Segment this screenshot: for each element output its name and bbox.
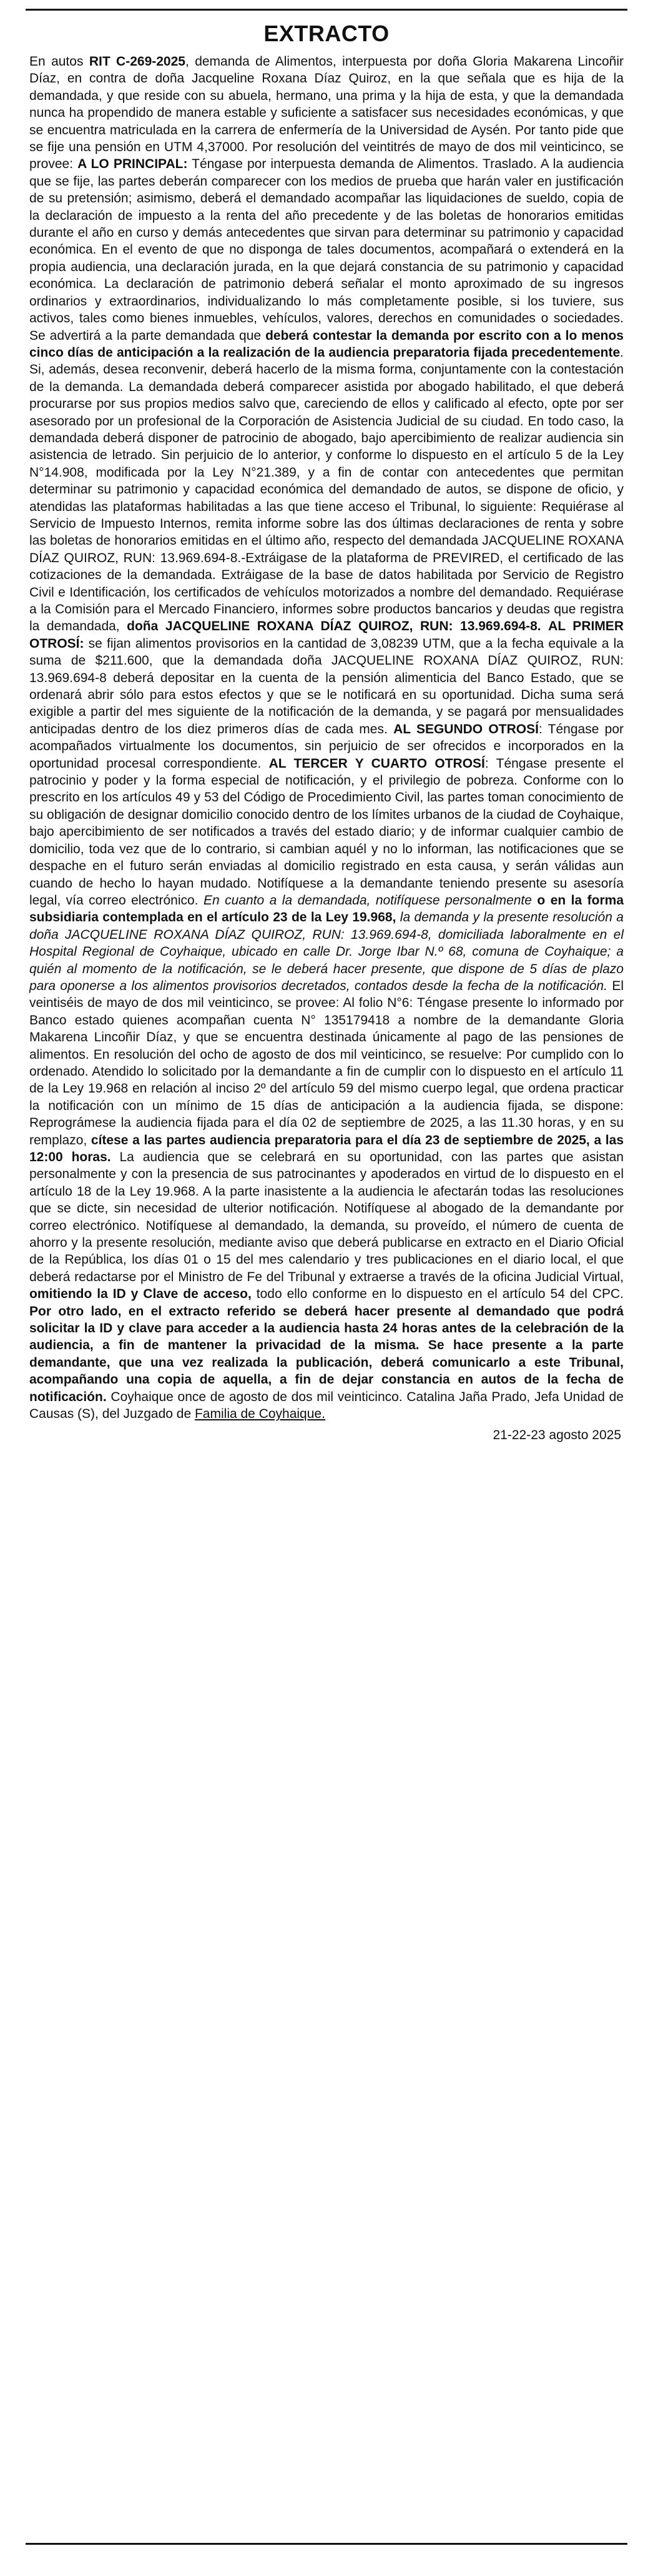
- italic-run: la demanda y la presente resolución a doña JACQUELINE ROXANA DÍAZ QUIROZ, RUN: 13.969.694-8, domiciliada laboralmente en el Hospital Regional de Coyhaique, ubicado en calle Dr. Jorge Ibar N.º 68, comuna de Coyhaique; a quién al momento de la notificación, se le deberá hacer presente, que dispone de 5 días de plazo para oponerse a los alimentos provisorios decretados, contados desde la fecha de la notificación.: [29, 910, 624, 993]
- text-run: se fijan alimentos provisorios en la cantidad de 3,08239 UTM, que a la fecha equivale a la suma de $211.600, que la demandada doña JACQUELINE ROXANA DÍAZ QUIROZ, RUN: 13.969.694-8 deberá depositar en la cuenta de la pensión alimenticia del Banco Estado, que se ordenará abrir sólo para estos efectos y que se le notificará en su oportunidad. Dicha suma será exigible a partir del mes siguiente de la notificación de la demanda, y se pagará por mensualidades anticipadas dentro de los diez primeros días de cada mes.: [29, 636, 624, 736]
- section-segundo-otrosi: AL SEGUNDO OTROSÍ: [393, 721, 539, 736]
- text-run: En autos: [29, 54, 89, 69]
- text-run: Téngase por interpuesta demanda de Alimentos. Traslado. A la audiencia que se fije, las partes deberán comparecer con los medios de prueba que harán valer en justificación de su pretensión; asimismo, deberá el demandado acompañar las liquidaciones de sueldo, copia de la declaración de impuesto a la renta del año precedente y de las boletas de honorarios emitidas durante el año en curso y demás antecedentes que sirvan para determinar su patrimonio y capacidad económica. En el evento de que no disponga de tales documentos, acompañará o extenderá en la propia audiencia, una declaración jurada, en la que dejará constancia de su patrimonio y capacidad económica. La declaración de patrimonio deberá señalar el monto aproximado de su ingresos ordinarios y extraordinarios, individualizando lo más completamente posible, si los tuviere, sus activos, tales como bienes inmuebles, vehículos, valores, derechos en comunidades o sociedades. Se advertirá a la parte demandada que: [29, 157, 624, 343]
- publication-date: 21-22-23 agosto 2025: [493, 1427, 621, 1442]
- text-run: : Téngase por acompañados virtualmente los documentos, sin perjuicio de ser ofrecidos e incorporados en la oportunidad procesal correspondiente.: [29, 721, 624, 771]
- italic-run: En cuanto a la demandada, notifíquese personalmente: [203, 893, 538, 908]
- emphasis-omit-id: omitiendo la ID y Clave de acceso,: [29, 1287, 252, 1302]
- section-principal: A LO PRINCIPAL:: [77, 157, 188, 172]
- emphasis-defendant: doña JACQUELINE ROXANA DÍAZ QUIROZ, RUN: 13.969.694-8.: [127, 619, 541, 634]
- legal-notice: [26, 9, 627, 2545]
- case-number: RIT C-269-2025: [89, 54, 185, 69]
- text-run: todo ello conforme en lo dispuesto en el artículo 54 del CPC.: [251, 1287, 624, 1302]
- text-run: [541, 619, 549, 633]
- text-run: Coyhaique once de agosto de dos mil veinticinco. Catalina Jaña Prado, Jefa Unidad de Causas (S), del Juzgado de: [29, 1389, 624, 1422]
- section-tercer-cuarto-otrosi: AL TERCER Y CUARTO OTROSÍ: [268, 756, 485, 771]
- section-primer-otrosi: AL PRIMER OTROSÍ:: [29, 619, 624, 651]
- text-run: La audiencia que se celebrará en su oportunidad, con las partes que asistan personalmente y con la presencia de sus patrocinantes y apoderados en virtud de lo dispuesto en el artículo 18 de la Ley 19.968. A la parte inasistente a la audiencia le afectarán todas las resoluciones que se dicte, sin necesidad de ulterior notificación. Notifíquese al abogado de la demandante por correo electrónico. Notifíquese al demandado, la demanda, su proveído, el número de cuenta de ahorro y la presente resolución, mediante aviso que deberá publicarse en extracto en el Diario Oficial de la República, los días 01 o 15 del mes calendario y tres publicaciones en el diario local, el que deberá redactarse por el Ministro de Fe del Tribunal y extraerse a través de la oficina Judicial Virtual,: [29, 1150, 624, 1284]
- text-run: El veintiséis de mayo de dos mil veinticinco, se provee: Al folio N°6: Téngase presente lo informado por Banco estado quienes acompañan cuenta N° 135179418 a nombre de la demandante Gloria Makarena Lincoñir Díaz, y que se encuentra destinada únicamente al pago de las pensiones de alimentos. En resolución del ocho de agosto de dos mil veinticinco, se resuelve: Por cumplido con lo ordenado. Atendido lo solicitado por la demandante a fin de cumplir con lo dispuesto en el artículo 11 de la Ley 19.968 en relación al inciso 2º del artículo 59 del mismo cuerpo legal, que ordena practicar la notificación con un mínimo de 15 días de anticipación a la audiencia fijada, se dispone: Reprográmese la audiencia fijada para el día 02 de septiembre de 2025, a las 11.30 horas, y en su remplazo,: [29, 978, 624, 1147]
- text-run: . Si, además, desea reconvenir, deberá hacerlo de la misma forma, conjuntamente con la contestación de la demanda. La demandada deberá comparecer asistida por abogado habilitado, el que deberá procurarse por sus propios medios salvo que, careciendo de ellos y calificado al efecto, opte por ser asesorado por un profesional de la Corporación de Asistencia Judicial de su ciudad. En todo caso, la demandada deberá disponer de patrocinio de abogado, bajo apercibimiento de realizar audiencia sin asistencia de letrado. Sin perjuicio de lo anterior, y conforme lo dispuesto en el artículo 5 de la Ley N°14.908, modificada por la Ley N°21.389, y a fin de contar con antecedentes que permitan determinar su patrimonio y capacidad económica del demandado de autos, se dispone de oficio, y atendidas las plataformas habilitadas a las que tiene acceso el Tribunal, lo siguiente: Requiérase al Servicio de Impuesto Internos, remita informe sobre las dos últimas declaraciones de renta y sobre las boletas de honorarios emitidas en el último año, respecto del demandada JACQUELINE ROXANA DÍAZ QUIROZ, RUN: 13.969.694-8.-Extráigase de la plataforma de PREVIRED, el certificado de las cotizaciones de la demandada. Extráigase de la base de datos habilitada por Servicio de Registro Civil e Identificación, los certificados de vehículos motorizados a nombre del demandado. Requiérase a la Comisión para el Mercado Financiero, informes sobre productos bancarios y deudas que registra la demandada,: [29, 345, 624, 634]
- text-run: : Téngase presente el patrocinio y poder y la forma especial de notificación, y el privilegio de pobreza. Conforme con lo prescrito en los artículos 49 y 53 del Código de Procedimiento Civil, las partes toman conocimiento de su obligación de designar domicilio conocido dentro de los límites urbanos de la ciudad de Coyhaique, bajo apercibimiento de ser notificados a través del estado diario; y de informar cualquier cambio de domicilio, toda vez que de lo contrario, si cambian aquél y no lo informan, las notificaciones que se despache en el futuro serán enviadas al domicilio registrado en esta causa, y serán válidas aun cuando de hecho lo hayan mudado. Notifíquese a la demandante teniendo presente su asesoría legal, vía correo electrónico.: [29, 756, 624, 908]
- notice-body: [29, 53, 624, 1423]
- emphasis-answer-deadline: deberá contestar la demanda por escrito con a lo menos cinco días de anticipación a la realización de la audiencia preparatoria fijada precedentemente: [29, 328, 624, 360]
- emphasis-closing: Por otro lado, en el extracto referido se deberá hacer presente al demandado que podrá solicitar la ID y clave para acceder a la audiencia hasta 24 horas antes de la celebración de la audiencia, a fin de mantener la privacidad de la misma. Se hace presente a la parte demandante, que una vez realizada la publicación, deberá comunicarlo a este Tribunal, acompañando una copia de aquella, a fin de dejar constancia en autos de la fecha de notificación.: [29, 1304, 624, 1404]
- text-run: , demanda de Alimentos, interpuesta por doña Gloria Makarena Lincoñir Díaz, en contra de doña Jacqueline Roxana Díaz Quiroz, en la que señala que es hija de la demandada, y que reside con su abuela, hermano, una prima y la hija de esta, y que la demandada nunca ha propendido de manera estable y suficiente a satisfacer sus necesidades económicas, y que se encuentra matriculada en la carrera de enfermería de la Universidad de Aysén. Por tanto pide que se fije una pensión en UTM 4,37000. Por resolución del veintitrés de mayo de dos mil veinticinco, se provee:: [29, 54, 624, 172]
- notice-title: EXTRACTO: [263, 21, 390, 46]
- court-name: Familia de Coyhaique.: [194, 1407, 325, 1422]
- emphasis-subsidiary-notice: o en la forma subsidiaria contemplada en el artículo 23 de la Ley 19.968,: [29, 893, 624, 925]
- emphasis-hearing-date: cítese a las partes audiencia preparatoria para el día 23 de septiembre de 2025, a las 12:00 horas.: [29, 1132, 624, 1164]
